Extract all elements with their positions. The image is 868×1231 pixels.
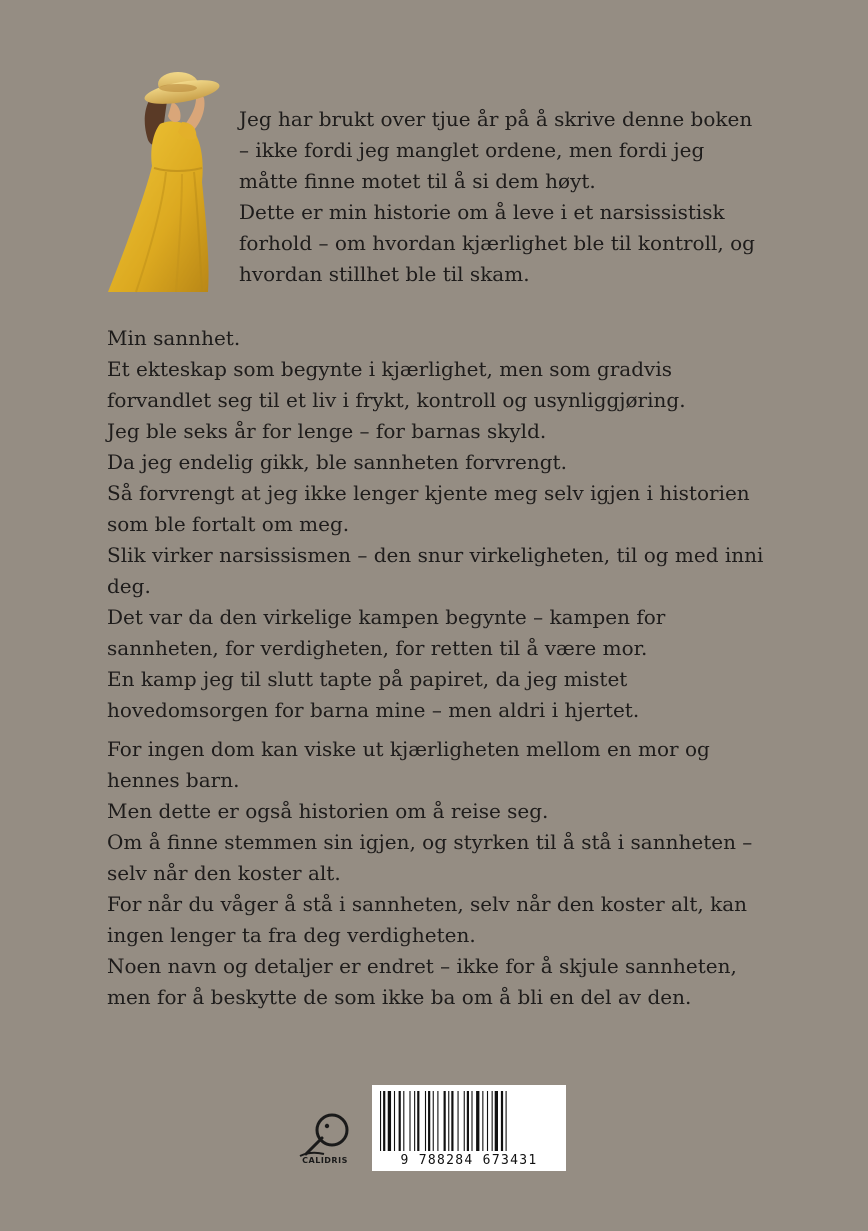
intro-line: Dette er min historie om å leve i et narsissistisk forhold – om hvordan kjærlighet ble til kontroll, og hvordan stillhet ble til skam. (239, 200, 755, 286)
story-line: Det var da den virkelige kampen begynte – kampen for sannheten, for verdigheten, for retten til å være mor. (107, 605, 666, 660)
closing-line: For ingen dom kan viske ut kjærligheten mellom en mor og hennes barn. (107, 737, 710, 792)
isbn-barcode (372, 1085, 566, 1171)
closing-line: Noen navn og detaljer er endret – ikke for å skjule sannheten, men for å beskytte de som ikke ba om å bli en del av den. (107, 954, 737, 1009)
story-text (107, 323, 767, 726)
closing-line: For når du våger å stå i sannheten, selv når den koster alt, kan ingen lenger ta fra deg verdigheten. (107, 892, 747, 947)
barcode-bars (380, 1091, 558, 1151)
story-line: Slik virker narsissismen – den snur virkeligheten, til og med inni deg. (107, 543, 764, 598)
closing-line: Om å finne stemmen sin igjen, og styrken til å stå i sannheten – selv når den koster alt. (107, 830, 753, 885)
story-line: Så forvrengt at jeg ikke lenger kjente meg selv igjen i historien som ble fortalt om meg. (107, 481, 750, 536)
closing-line: Men dette er også historien om å reise seg. (107, 799, 549, 823)
isbn-number: 9 788284 673431 (400, 1153, 538, 1168)
publisher-name: CALIDRIS (302, 1156, 348, 1165)
story-line: Min sannhet. (107, 326, 241, 350)
story-line: Jeg ble seks år for lenge – for barnas skyld. (107, 419, 547, 443)
story-line: Da jeg endelig gikk, ble sannheten forvrengt. (107, 450, 567, 474)
story-line: Et ekteskap som begynte i kjærlighet, men som gradvis forvandlet seg til et liv i frykt, kontroll og usynliggjøring. (107, 357, 686, 412)
intro-text (239, 104, 759, 290)
story-line: En kamp jeg til slutt tapte på papiret, da jeg mistet hovedomsorgen for barna mine – men aldri i hjertet. (107, 667, 640, 722)
intro-line: Jeg har brukt over tjue år på å skrive denne boken – ikke fordi jeg manglet ordene, men fordi jeg måtte finne motet til å si dem høyt. (239, 107, 753, 193)
closing-text (107, 734, 767, 1013)
cover-illustration (106, 62, 222, 294)
